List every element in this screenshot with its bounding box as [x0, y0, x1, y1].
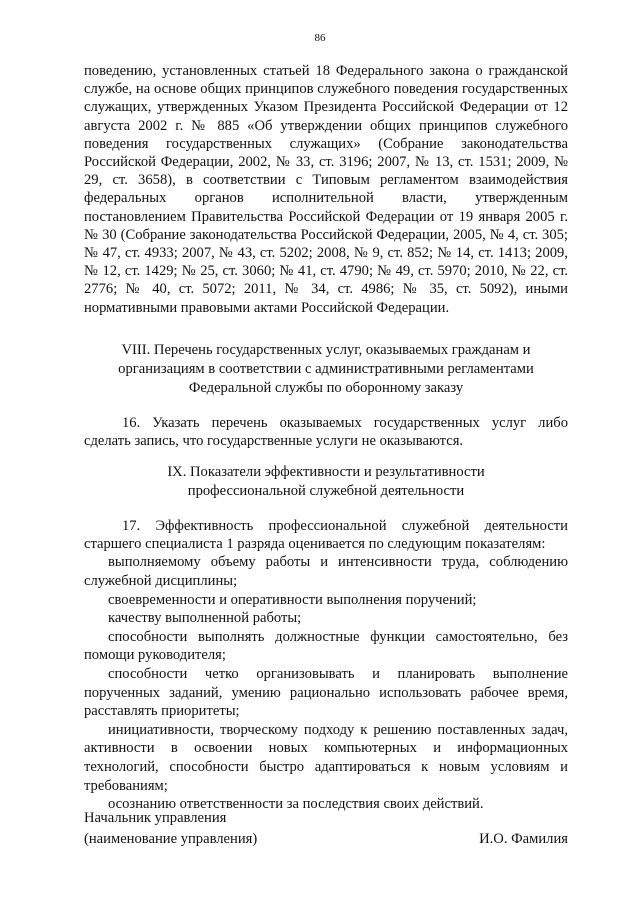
- signature-title: Начальник управления: [84, 810, 227, 826]
- list-item: осознанию ответственности за последствия своих действий.: [108, 796, 484, 813]
- section-9-heading-line1: IX. Показатели эффективности и результативности: [167, 464, 485, 480]
- page-number: 86: [314, 32, 326, 44]
- list-item: качеству выполненной работы;: [108, 610, 302, 627]
- list-item: инициативности, творческому подходу к решению поставленных задач, активности в освоении новых компьютерных и информационных технологий, способности быстро адаптироваться к новым условиям и требованиям;: [84, 721, 568, 794]
- paragraph-16: 16. Указать перечень оказываемых государственных услуг либо сделать запись, что государственные услуги не оказываются.: [84, 415, 568, 450]
- section-8-heading-line3: Федеральной службы по оборонному заказу: [188, 380, 464, 396]
- signature-department: (наименование управления): [84, 831, 258, 847]
- paragraph-17: 17. Эффективность профессиональной служебной деятельности старшего специалиста 1 разряда оценивается по следующим показателям:: [84, 518, 568, 553]
- section-8-heading: [84, 341, 568, 398]
- list-item: способности четко организовывать и планировать выполнение порученных заданий, умению рационально использовать рабочее время, расставлять приоритеты;: [84, 665, 568, 720]
- list-item: выполняемому объему работы и интенсивности труда, соблюдению служебной дисциплины;: [84, 554, 568, 589]
- list-item: способности выполнять должностные функции самостоятельно, без помощи руководителя;: [84, 628, 568, 664]
- list-item: своевременности и оперативности выполнения поручений;: [108, 591, 477, 608]
- paragraph-17-block: [84, 517, 568, 814]
- section-9-heading-line2: профессиональной служебной деятельности: [187, 483, 465, 499]
- section-9-heading: [84, 463, 568, 501]
- section-8-heading-line2: организациям в соответствии с административными регламентами: [118, 361, 534, 377]
- section-8-heading-line1: VIII. Перечень государственных услуг, оказываемых гражданам и: [121, 342, 531, 358]
- signature-name: И.О. Фамилия: [479, 831, 568, 847]
- intro-paragraph: поведению, установленных статьей 18 Федерального закона о гражданской службе, на основе общих принципов служебного поведения государственных служащих, утвержденных Указом Президента Российской Федерации от 12 августа 2002 г. № 885 «Об утверждении общих принципов служебного поведения государственных служащих» (Собрание законодательства Российской Федерации, 2002, № 33, ст. 3196; 2007, № 13, ст. 1531; 2009, № 29, ст. 3658), в соответствии с Типовым регламентом взаимодействия федеральных органов исполнительной власти, утвержденным постановлением Правительства Российской Федерации от 19 января 2005 г. № 30 (Собрание законодательства Российской Федерации, 2005, № 4, ст. 305; № 47, ст. 4933; 2007, № 43, ст. 5202; 2008, № 9, ст. 852; № 14, ст. 1413; 2009, № 12, ст. 1429; № 25, ст. 3060; № 41, ст. 4790; № 49, ст. 5970; 2010, № 22, ст. 2776; № 40, ст. 5072; 2011, № 34, ст. 4986; № 35, ст. 5092), иными нормативными правовыми актами Российской Федерации.: [84, 63, 568, 316]
- intro-paragraph-block: [84, 62, 568, 317]
- paragraph-16-block: [84, 414, 568, 450]
- indicators-list: [84, 553, 568, 813]
- signature-block: [84, 808, 568, 850]
